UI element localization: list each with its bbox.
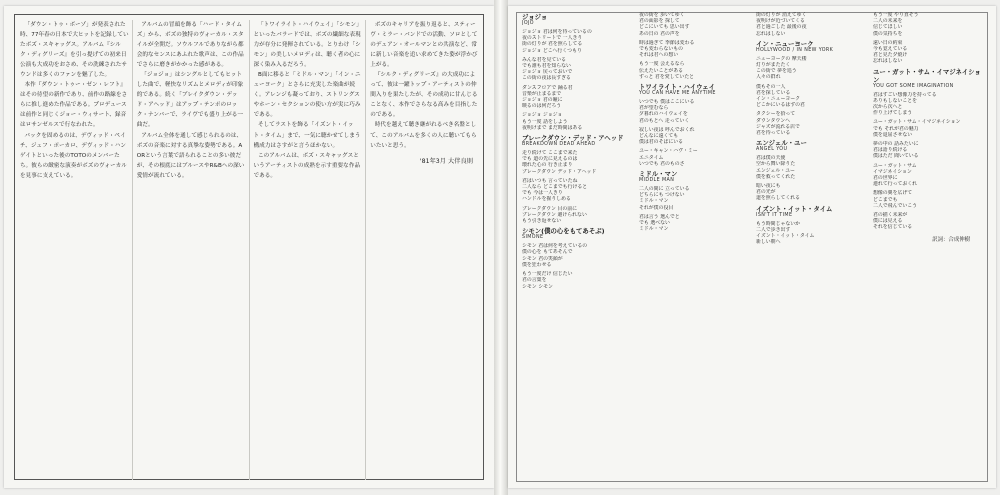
liner-notes-signature: '81年3月 大伴良則 xyxy=(419,157,473,165)
lyric-line: 二人で歩き出す xyxy=(756,226,791,233)
lyric-line: 今も覚えている xyxy=(873,46,908,53)
song-block xyxy=(756,139,867,201)
song-title: イン・ニューヨーク xyxy=(756,39,814,48)
lyric-line: 壊れた心の 行き止まり xyxy=(522,162,573,169)
lyric-line: 僕の心を もてあそんで xyxy=(522,249,573,256)
lyric-line: 作り上げてしまう xyxy=(873,110,913,117)
liner-notes-column xyxy=(20,20,133,480)
lyric-line: もう一度 会えるなら xyxy=(639,61,685,68)
lyric-line: 人々の群れ xyxy=(756,74,781,81)
lyric-line: ジョジョ 君は何を待っているの xyxy=(522,29,592,35)
lyric-line: 二人の未来を xyxy=(873,18,903,25)
lyrics-column xyxy=(639,12,750,482)
lyric-line: もう引き返せない xyxy=(522,218,562,225)
song-block xyxy=(522,13,633,131)
lyric-line: 僕は君のそばにいる xyxy=(639,139,684,146)
lyric-line: この街の夜は長すぎる xyxy=(522,75,571,82)
lyric-line: いつでも 僕はここにいる xyxy=(639,99,695,106)
song-english-title: JOJO xyxy=(522,21,534,26)
song-english-title: ANGEL YOU xyxy=(756,147,788,153)
song-english-title: YOU CAN HAVE ME ANYTIME xyxy=(639,91,716,97)
lyrics-column xyxy=(873,12,984,482)
lyric-line: 君の世界に xyxy=(873,175,898,182)
lyric-line: 道を照らしてくれる xyxy=(756,195,801,202)
lyric-line: どこかにいるはずの君 xyxy=(756,102,805,109)
lyric-line: 君を待っている xyxy=(756,130,791,137)
song-english-title: SIMONE xyxy=(522,235,544,241)
song-title: ジョジョ xyxy=(522,13,548,21)
lyric-line: それは君への想い xyxy=(639,52,679,59)
lyric-line: どんなに遠くても xyxy=(639,133,679,140)
lyric-line: 僕を狂わせる xyxy=(522,261,552,268)
lyric-line: 僕はただ 聞いている xyxy=(873,153,919,160)
lyric-line: 僕を救ってくれた xyxy=(756,173,796,180)
lyric-line: 君は言う 選んでと xyxy=(639,213,680,220)
song-english-title: MIDDLE MAN xyxy=(639,178,675,184)
lyric-line: 遠い日の約束 xyxy=(873,39,903,46)
lyric-line: シモン シモン xyxy=(522,283,553,290)
lyric-line: ジョジョ ジョジョ xyxy=(522,112,563,119)
lyric-line: いつでも 君のものさ xyxy=(639,160,685,167)
lyric-line: 灯りがまたたく xyxy=(756,62,791,69)
liner-notes-paragraph: 「ダウン・トゥ・ボーゾ」が発表された時、77年春の日本で大ヒットを記録していたボズ・スキャッグス。アルバム『シルク・ディグリーズ』を引っ提げての初来日公演も大成功をおさめ、その洗練されたサウンドは多くのファンを魅了した。 xyxy=(20,22,129,79)
song-block xyxy=(522,134,633,224)
lyric-line: ニューヨークの 摩天楼 xyxy=(756,55,807,62)
lyric-line: エニタイム xyxy=(639,154,664,161)
lyric-line: ジョジョ どこへ行くつもり xyxy=(522,47,582,54)
liner-notes-paragraph: 「トワイライト・ハイウェイ」「シモン」といったバラードでは、ボズの繊細な表現力が存分に発揮されている。とりわけ「シモン」の美しいメロディは、聴く者の心に深く染み入るだろう。 xyxy=(253,22,362,69)
lyric-line: でも 選べない xyxy=(639,220,670,227)
song-title: ミドル・マン xyxy=(639,170,678,179)
lyric-line: 夕暮れのハイウェイを xyxy=(639,111,688,118)
song-title: ユー・ガット・サム・イマジネイション xyxy=(873,67,981,84)
lyric-line: ユー・ガット・サム xyxy=(873,162,917,169)
lyric-line: 僕には見える xyxy=(873,218,903,225)
lyric-line: 君が望むなら xyxy=(639,105,669,112)
liner-notes-paragraph: 本作『ダウン・トゥー・ゼン・レフト』はその待望の新作であり、前作の路線をさらに推し進めた作品である。プロデュースは前作と同じくジョー・ウィサート、録音はロサンゼルスで行なわれた。 xyxy=(20,82,128,129)
song-block xyxy=(639,12,750,80)
lyrics-column xyxy=(522,12,633,482)
lyric-line: 二人の間に 立っている xyxy=(639,186,690,193)
lyric-line: イン・ニューヨーク xyxy=(756,96,801,103)
lyric-line: 君を探している xyxy=(756,89,791,96)
song-block xyxy=(522,227,633,289)
lyric-line: 夢の中の 話みたいに xyxy=(873,141,919,148)
lyric-line: 新しい朝へ xyxy=(756,239,781,246)
lyric-line: 夜のストリートで 一人きり xyxy=(522,35,583,42)
lyric-line: 君は僕の天使 xyxy=(756,155,786,162)
song-block xyxy=(756,205,867,246)
lyric-line: 走り続けて ここまで来た xyxy=(522,150,578,157)
lyric-line: ずっと 君を愛していたと xyxy=(639,73,695,80)
lyric-line: ジョジョ 君の瞳に xyxy=(522,97,563,104)
song-block xyxy=(639,83,750,167)
liner-notes-paragraph: 「ジョジョ」はシングルとしてもヒットした曲で、軽快なリズムとメロディが印象的である。続く「ブレイクダウン・デッド・アヘッド」はアップ・テンポのロック・ナンバーで、ライヴでも盛り上がる一曲だ。 xyxy=(136,72,244,129)
lyric-line: 街の灯りが 消えてゆく xyxy=(756,12,807,18)
liner-notes-paragraph: アルバムの冒頭を飾る「ハード・タイムズ」から、ボズの独特のヴォーカル・スタイルが全開だ。ソウルフルでありながら都会的なセンスにあふれた歌声は、この作品でさらに磨きがかかった感がある。 xyxy=(136,22,244,69)
liner-notes-paragraph: ボズのキャリアを振り返ると、スティーヴ・ミラー・バンドでの活動、ソロとしてのデュアン・オールマンとの共演など、常に新しい音楽を追い求めてきた姿が浮かび上がる。 xyxy=(370,22,478,69)
lyric-line: それを信じている xyxy=(873,224,913,231)
lyric-line: 君の光が xyxy=(756,189,776,196)
lyric-line: でも誰も君を知らない xyxy=(522,63,571,70)
lyric-line: 僕を退屈させない xyxy=(873,131,913,138)
lyric-line: あの日の 君の声を xyxy=(639,30,680,37)
lyric-line: ハンドルを握りしめる xyxy=(522,196,571,203)
song-title: トワイライト・ハイウェイ xyxy=(639,83,716,92)
lyric-line: でも 今は一人きり xyxy=(522,190,563,197)
liner-notes-paragraph: B面に移ると「ミドル・マン」「イン・ニューヨーク」とさらに充実した楽曲が続く。アレンジも凝っており、ストリングスやホーン・セクションの使い方が実に巧みである。 xyxy=(253,72,361,119)
song-english-title: ISN'T IT TIME xyxy=(756,212,793,218)
lyric-line: シモン 君の笑顔が xyxy=(522,255,563,262)
lyric-line: ダウンタウンへ xyxy=(756,117,791,124)
song-block xyxy=(873,68,984,231)
song-block xyxy=(873,12,984,65)
lyric-line: ミドル・マン xyxy=(639,226,669,233)
song-block xyxy=(756,12,867,37)
song-block xyxy=(639,170,750,232)
lyric-line: でも 道の先に見えるのは xyxy=(522,156,578,163)
lyric-line: シモン 君は何を考えているの xyxy=(522,243,588,250)
song-english-title: YOU GOT SOME IMAGINATION xyxy=(873,83,954,89)
song-english-title: BREAKDOWN DEAD AHEAD xyxy=(522,142,596,148)
lyric-line: もう時間じゃないか xyxy=(756,220,801,227)
lyric-line: 二人で飛んでいこう xyxy=(873,202,918,209)
lyric-line: 街の灯りが 君を照らしてる xyxy=(522,41,583,48)
lyric-line: ユー・キャン・ハヴ・ミー xyxy=(639,148,698,155)
liner-notes-paragraph: アルバム全体を通して感じられるのは、ボズの音楽に対する真摯な姿勢である。AORという言葉で語られることの多い彼だが、その根底にはブルースやR&Bへの深い愛情が流れている。 xyxy=(136,132,245,179)
lyric-line: どちらにも つけない xyxy=(639,192,685,199)
liner-notes-paragraph: そしてラストを飾る「イズント・イット・タイム」まで、一気に聴かせてしまう構成力はさすがと言うほかない。 xyxy=(253,122,361,149)
lyric-line: ダンスフロアで 踊る君 xyxy=(522,84,573,91)
lyrics-page xyxy=(508,6,996,488)
song-title: シモン(僕の心をもてあそぶ) xyxy=(522,227,605,236)
page-gutter xyxy=(494,0,508,495)
liner-notes-paragraph: 『シルク・ディグリーズ』の大成功によって、彼は一躍トップ・アーティストの仲間入りを果たしたが、その成功に甘んじることなく、本作でさらなる高みを目指したのである。 xyxy=(370,72,478,119)
lyric-line: 君の言葉を xyxy=(522,277,547,284)
lyric-line: ブレークダウン 目の前に xyxy=(522,205,578,212)
lyric-line: もう一度だけ 信じたい xyxy=(522,271,573,278)
lyrics-column xyxy=(756,12,867,482)
lyric-line: 伝えたいことがある xyxy=(639,67,684,74)
lyric-line: 映るのは何だろう xyxy=(522,103,562,110)
lyric-line: 君のもとへ 走っていく xyxy=(639,117,690,124)
lyric-line: 暗い夜にも xyxy=(756,183,781,190)
lyric-line: 夜明けが近づいてくる xyxy=(756,18,805,25)
song-title: イズント・イット・タイム xyxy=(756,204,833,213)
lyric-line: 忘れはしない xyxy=(873,58,903,65)
liner-notes-column xyxy=(137,20,250,480)
lyric-line: でも変わらないもの xyxy=(639,46,684,53)
lyric-line: 信じてほしい xyxy=(873,24,903,31)
lyric-line: 夜明けまで まだ時間はある xyxy=(522,124,583,131)
lyric-line: 僕の気持ちを xyxy=(873,30,903,37)
lyric-line: ジャズが流れる店で xyxy=(756,123,800,130)
lyric-line: 時は過ぎて 季節は変わる xyxy=(639,39,695,46)
lyric-line: 君と過ごした 最後の夜 xyxy=(756,24,807,31)
liner-notes-column xyxy=(370,20,482,480)
lyrics-columns xyxy=(522,12,984,482)
lyric-line: どこまでも xyxy=(873,196,898,203)
lyric-line: ブレークダウン デッド・アヘッド xyxy=(522,168,597,175)
song-english-title: HOLLYWOOD / IN NEW YORK xyxy=(756,47,834,53)
lyric-line: 想像の翼を広げて xyxy=(873,190,913,197)
liner-notes-column xyxy=(254,20,367,480)
lyric-line: 君はいつも 言っていたね xyxy=(522,177,578,184)
lyric-line: もう一度 話をしよう xyxy=(522,118,568,125)
lyric-line: ブレークダウン 避けられない xyxy=(522,211,587,218)
liner-notes-paragraph: このアルバムは、ボズ・スキャッグスというアーティストの成熟を示す重要な作品である。 xyxy=(253,152,361,179)
lyric-line: でも それが君の魅力 xyxy=(873,125,919,132)
lyric-line: この街で 夢を追う xyxy=(756,68,797,75)
liner-notes-paragraph: 時代を越えて聴き継がれるべき名盤として、このアルバムを多くの人に聴いてもらいたいと思う。 xyxy=(370,122,477,149)
lyric-line: 音楽が止まるまで xyxy=(522,90,562,97)
liner-notes-paragraph: バックを固めるのは、デヴィッド・ペイチ、ジェフ・ポーカロ、デヴィッド・ハンゲイトといった後のTOTOのメンバーたち。彼らの緻密な演奏がボズのヴォーカルを見事に支えている。 xyxy=(20,132,127,179)
lyric-line: ジョジョ 戻っておいで xyxy=(522,69,573,76)
lyric-line: ミドル・マン xyxy=(639,198,669,205)
lyric-line: 夜の街を 歩いてゆく xyxy=(639,12,685,18)
lyric-line: ありもしないことを xyxy=(873,97,918,104)
lyric-line: 寂しい夜は 呼んでおくれ xyxy=(639,126,695,133)
lyric-line: どこにいても 思い出す xyxy=(639,24,690,31)
lyric-line: 忘れはしない xyxy=(756,30,786,37)
lyric-line: 君は語り続ける xyxy=(873,147,908,154)
lyric-line: 君の面影を 探して xyxy=(639,18,680,25)
lyric-line: 僕もその一人 xyxy=(756,83,786,90)
lyric-line: 君はすごい想像力を持ってる xyxy=(873,91,937,98)
lyric-line: 次から次へと xyxy=(873,104,903,111)
lyric-line: タクシーを拾って xyxy=(756,111,796,118)
liner-notes-page xyxy=(4,6,494,488)
lyric-line: 君の描く未来が xyxy=(873,212,908,219)
lyric-line: みんな君を見ている xyxy=(522,56,567,63)
lyric-line: 二人なら どこまでも行けると xyxy=(522,184,588,191)
lyric-line: ユー・ガット・サム・イマジネイション xyxy=(873,119,961,126)
lyric-line: 君と見た夕焼け xyxy=(873,52,908,59)
lyric-line: イズント・イット・タイム xyxy=(756,233,815,240)
lyric-line: 空から舞い降りた xyxy=(756,161,796,168)
song-block xyxy=(756,40,867,136)
lyric-line: もう一度 やり直そう xyxy=(873,12,919,18)
song-title: ブレークダウン・デッド・アヘッド xyxy=(522,134,624,143)
song-title: エンジェル・ユー xyxy=(756,139,807,148)
lyric-line: 連れて行っておくれ xyxy=(873,181,918,188)
translation-credit: 訳詞：合成伸樹 xyxy=(932,236,970,243)
lyric-line: それが僕の役目 xyxy=(639,204,674,211)
lyric-line: イマジネイション xyxy=(873,168,912,175)
liner-notes xyxy=(20,20,482,480)
lyric-line: エンジェル・ユー xyxy=(756,167,795,174)
